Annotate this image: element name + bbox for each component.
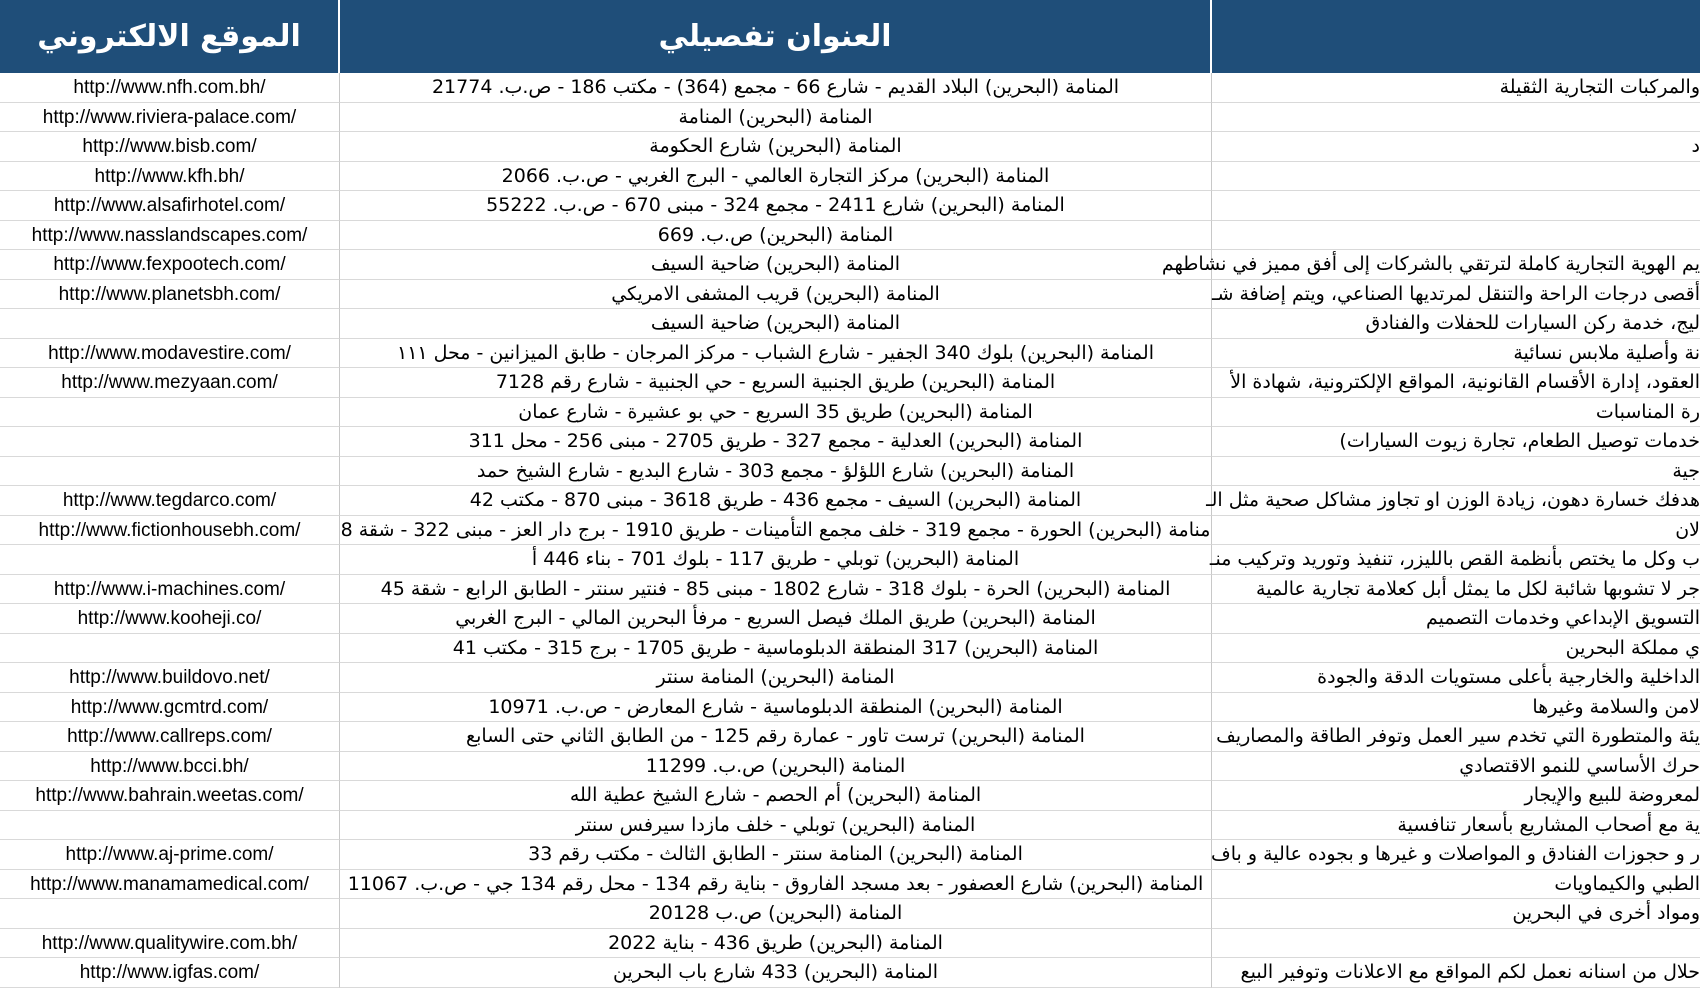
table-body bbox=[0, 73, 1700, 988]
address-cell[interactable]: المنامة (البحرين) ص.ب. 669 bbox=[340, 221, 1212, 251]
table-row bbox=[0, 191, 1700, 221]
table-row bbox=[0, 280, 1700, 310]
description-cell[interactable]: لمعروضة للبيع والإيجار bbox=[1212, 781, 1700, 811]
website-cell[interactable] bbox=[0, 899, 340, 929]
description-cell[interactable]: ليج، خدمة ركن السيارات للحفلات والفنادق bbox=[1212, 309, 1700, 339]
table-row bbox=[0, 870, 1700, 900]
table-row bbox=[0, 162, 1700, 192]
table-row bbox=[0, 722, 1700, 752]
description-cell[interactable]: ية مع أصحاب المشاريع بأسعار تنافسية bbox=[1212, 811, 1700, 841]
header-description[interactable] bbox=[1212, 0, 1700, 73]
table-row bbox=[0, 575, 1700, 605]
table-row bbox=[0, 958, 1700, 988]
website-cell[interactable] bbox=[0, 309, 340, 339]
description-cell[interactable]: يئة والمتطورة التي تخدم سير العمل وتوفر الطاقة والمصاريف bbox=[1212, 722, 1700, 752]
description-cell[interactable]: حلال من اسنانه نعمل لكم المواقع مع الاعلانات وتوفير البيع bbox=[1212, 958, 1700, 988]
website-cell[interactable]: http://www.fictionhousebh.com/ bbox=[0, 516, 340, 546]
address-cell[interactable]: المنامة (البحرين) شارع العصفور - بعد مسجد الفاروق - بناية رقم 134 - محل رقم 134 جي - ص.ب. 11067 bbox=[340, 870, 1212, 900]
table-row bbox=[0, 250, 1700, 280]
address-cell[interactable]: منامة (البحرين) الحورة - مجمع 319 - خلف مجمع التأمينات - طريق 1910 - برج دار العز - مبنى 322 - شقة 8 bbox=[340, 516, 1212, 546]
description-cell[interactable]: الداخلية والخارجية بأعلى مستويات الدقة والجودة bbox=[1212, 663, 1700, 693]
description-cell[interactable]: حرك الأساسي للنمو الاقتصادي bbox=[1212, 752, 1700, 782]
address-cell[interactable]: المنامة (البحرين) طريق الجنبية السريع - حي الجنبية - شارع رقم 7128 bbox=[340, 368, 1212, 398]
table-row bbox=[0, 457, 1700, 487]
website-cell[interactable]: http://www.bcci.bh/ bbox=[0, 752, 340, 782]
address-cell[interactable]: المنامة (البحرين) طريق 436 - بناية 2022 bbox=[340, 929, 1212, 959]
website-cell[interactable]: http://www.qualitywire.com.bh/ bbox=[0, 929, 340, 959]
table-row bbox=[0, 368, 1700, 398]
address-cell[interactable]: المنامة (البحرين) بلوك 340 الجفير - شارع الشباب - مركز المرجان - طابق الميزانين - محل ١١١ bbox=[340, 339, 1212, 369]
description-cell[interactable]: والمركبات التجارية الثقيلة bbox=[1212, 73, 1700, 103]
address-cell[interactable]: المنامة (البحرين) طريق 35 السريع - حي بو عشيرة - شارع عمان bbox=[340, 398, 1212, 428]
website-cell[interactable]: http://www.alsafirhotel.com/ bbox=[0, 191, 340, 221]
website-cell[interactable]: http://www.aj-prime.com/ bbox=[0, 840, 340, 870]
website-cell[interactable]: http://www.manamamedical.com/ bbox=[0, 870, 340, 900]
table-row bbox=[0, 693, 1700, 723]
description-cell[interactable]: د bbox=[1212, 132, 1700, 162]
website-cell[interactable]: http://www.buildovo.net/ bbox=[0, 663, 340, 693]
description-cell[interactable]: لامن والسلامة وغيرها bbox=[1212, 693, 1700, 723]
address-cell[interactable]: المنامة (البحرين) ص.ب. 11299 bbox=[340, 752, 1212, 782]
description-cell[interactable]: خدمات توصيل الطعام، تجارة زيوت السيارات) bbox=[1212, 427, 1700, 457]
website-cell[interactable]: http://www.riviera-palace.com/ bbox=[0, 103, 340, 133]
website-cell[interactable]: http://www.tegdarco.com/ bbox=[0, 486, 340, 516]
header-website[interactable]: الموقع الالكتروني bbox=[0, 0, 340, 73]
website-cell[interactable] bbox=[0, 457, 340, 487]
address-cell[interactable]: المنامة (البحرين) ضاحية السيف bbox=[340, 309, 1212, 339]
description-cell[interactable]: نة وأصلية ملابس نسائية bbox=[1212, 339, 1700, 369]
description-cell[interactable]: يم الهوية التجارية كاملة لترتقي بالشركات إلى أفق مميز في نشاطهم bbox=[1212, 250, 1700, 280]
website-cell[interactable] bbox=[0, 545, 340, 575]
website-cell[interactable]: http://www.gcmtrd.com/ bbox=[0, 693, 340, 723]
table-row bbox=[0, 604, 1700, 634]
address-cell[interactable]: المنامة (البحرين) أم الحصم - شارع الشيخ عطية الله bbox=[340, 781, 1212, 811]
address-cell[interactable]: المنامة (البحرين) المنامة bbox=[340, 103, 1212, 133]
address-cell[interactable]: المنامة (البحرين) قريب المشفى الامريكي bbox=[340, 280, 1212, 310]
address-cell[interactable]: المنامة (البحرين) مركز التجارة العالمي - البرج الغربي - ص.ب. 2066 bbox=[340, 162, 1212, 192]
website-cell[interactable]: http://www.i-machines.com/ bbox=[0, 575, 340, 605]
website-cell[interactable]: http://www.nfh.com.bh/ bbox=[0, 73, 340, 103]
website-cell[interactable]: http://www.fexpootech.com/ bbox=[0, 250, 340, 280]
website-cell[interactable]: http://www.nasslandscapes.com/ bbox=[0, 221, 340, 251]
address-cell[interactable]: المنامة (البحرين) توبلي - طريق 117 - بلوك 701 - بناء 446 أ bbox=[340, 545, 1212, 575]
description-cell[interactable]: العقود، إدارة الأقسام القانونية، المواقع الإلكترونية، شهادة الأ bbox=[1212, 368, 1700, 398]
table-row bbox=[0, 929, 1700, 959]
address-cell[interactable]: المنامة (البحرين) المنامة سنتر - الطابق الثالث - مكتب رقم 33 bbox=[340, 840, 1212, 870]
website-cell[interactable]: http://www.bahrain.weetas.com/ bbox=[0, 781, 340, 811]
address-cell[interactable]: المنامة (البحرين) السيف - مجمع 436 - طريق 3618 - مبنى 870 - مكتب 42 bbox=[340, 486, 1212, 516]
table-row bbox=[0, 427, 1700, 457]
description-cell[interactable]: ر و حجوزات الفنادق و المواصلات و غيرها و بجوده عالية و باف bbox=[1212, 840, 1700, 870]
address-cell[interactable]: المنامة (البحرين) شارع 2411 - مجمع 324 - مبنى 670 - ص.ب. 55222 bbox=[340, 191, 1212, 221]
address-cell[interactable]: المنامة (البحرين) ضاحية السيف bbox=[340, 250, 1212, 280]
website-cell[interactable]: http://www.planetsbh.com/ bbox=[0, 280, 340, 310]
description-cell[interactable] bbox=[1212, 191, 1700, 221]
table-row bbox=[0, 545, 1700, 575]
address-cell[interactable]: المنامة (البحرين) 433 شارع باب البحرين bbox=[340, 958, 1212, 988]
address-cell[interactable]: المنامة (البحرين) الحرة - بلوك 318 - شارع 1802 - مبنى 85 - فنتير سنتر - الطابق الرابع - شقة 45 bbox=[340, 575, 1212, 605]
table-row bbox=[0, 309, 1700, 339]
table-row bbox=[0, 486, 1700, 516]
address-cell[interactable]: المنامة (البحرين) ص.ب 20128 bbox=[340, 899, 1212, 929]
table-row bbox=[0, 221, 1700, 251]
description-cell[interactable] bbox=[1212, 929, 1700, 959]
table-row bbox=[0, 840, 1700, 870]
table-row bbox=[0, 516, 1700, 546]
website-cell[interactable]: http://www.kfh.bh/ bbox=[0, 162, 340, 192]
address-cell[interactable]: المنامة (البحرين) شارع الحكومة bbox=[340, 132, 1212, 162]
address-cell[interactable]: المنامة (البحرين) شارع اللؤلؤ - مجمع 303 - شارع البديع - شارع الشيخ حمد bbox=[340, 457, 1212, 487]
table-row bbox=[0, 663, 1700, 693]
table-row bbox=[0, 339, 1700, 369]
address-cell[interactable]: المنامة (البحرين) العدلية - مجمع 327 - طريق 2705 - مبنى 256 - محل 311 bbox=[340, 427, 1212, 457]
description-cell[interactable]: أقصى درجات الراحة والتنقل لمرتديها الصناعي، ويتم إضافة شـ bbox=[1212, 280, 1700, 310]
description-cell[interactable]: الطبي والكيماويات bbox=[1212, 870, 1700, 900]
table-row bbox=[0, 398, 1700, 428]
description-cell[interactable]: التسويق الإبداعي وخدمات التصميم bbox=[1212, 604, 1700, 634]
description-cell[interactable]: جية bbox=[1212, 457, 1700, 487]
address-cell[interactable]: المنامة (البحرين) البلاد القديم - شارع 66 - مجمع (364) - مكتب 186 - ص.ب. 21774 bbox=[340, 73, 1212, 103]
address-cell[interactable]: المنامة (البحرين) 317 المنطقة الدبلوماسية - طريق 1705 - برج 315 - مكتب 41 bbox=[340, 634, 1212, 664]
description-cell[interactable]: ي مملكة البحرين bbox=[1212, 634, 1700, 664]
website-cell[interactable]: http://www.callreps.com/ bbox=[0, 722, 340, 752]
table-row bbox=[0, 781, 1700, 811]
description-cell[interactable]: رة المناسبات bbox=[1212, 398, 1700, 428]
address-cell[interactable]: المنامة (البحرين) طريق الملك فيصل السريع - مرفأ البحرين المالي - البرج الغربي bbox=[340, 604, 1212, 634]
website-cell[interactable] bbox=[0, 634, 340, 664]
website-cell[interactable]: http://www.igfas.com/ bbox=[0, 958, 340, 988]
address-cell[interactable]: المنامة (البحرين) ترست تاور - عمارة رقم 125 - من الطابق الثاني حتى السابع bbox=[340, 722, 1212, 752]
description-cell[interactable] bbox=[1212, 221, 1700, 251]
description-cell[interactable] bbox=[1212, 162, 1700, 192]
address-cell[interactable]: المنامة (البحرين) المنامة سنتر bbox=[340, 663, 1212, 693]
description-cell[interactable] bbox=[1212, 103, 1700, 133]
website-cell[interactable] bbox=[0, 398, 340, 428]
table-row bbox=[0, 73, 1700, 103]
table-row bbox=[0, 811, 1700, 841]
website-cell[interactable]: http://www.kooheji.co/ bbox=[0, 604, 340, 634]
website-cell[interactable] bbox=[0, 427, 340, 457]
table-row bbox=[0, 752, 1700, 782]
website-cell[interactable]: http://www.mezyaan.com/ bbox=[0, 368, 340, 398]
website-cell[interactable]: http://www.bisb.com/ bbox=[0, 132, 340, 162]
address-cell[interactable]: المنامة (البحرين) المنطقة الدبلوماسية - شارع المعارض - ص.ب. 10971 bbox=[340, 693, 1212, 723]
table-row bbox=[0, 899, 1700, 929]
description-cell[interactable]: هدفك خسارة دهون، زيادة الوزن او تجاوز مشاكل صحية مثل الـ bbox=[1212, 486, 1700, 516]
header-address[interactable]: العنوان تفصيلي bbox=[340, 0, 1212, 73]
website-cell[interactable] bbox=[0, 811, 340, 841]
header-row bbox=[0, 0, 1700, 73]
table-row bbox=[0, 634, 1700, 664]
description-cell[interactable]: ومواد أخرى في البحرين bbox=[1212, 899, 1700, 929]
table-row bbox=[0, 132, 1700, 162]
description-cell[interactable]: لان bbox=[1212, 516, 1700, 546]
description-cell[interactable]: جر لا تشوبها شائبة لكل ما يمثل أبل كعلامة تجارية عالمية bbox=[1212, 575, 1700, 605]
table-row bbox=[0, 103, 1700, 133]
address-cell[interactable]: المنامة (البحرين) توبلي - خلف مازدا سيرفس سنتر bbox=[340, 811, 1212, 841]
description-cell[interactable]: ب وكل ما يختص بأنظمة القص بالليزر، تنفيذ وتوريد وتركيب منـ bbox=[1212, 545, 1700, 575]
website-cell[interactable]: http://www.modavestire.com/ bbox=[0, 339, 340, 369]
